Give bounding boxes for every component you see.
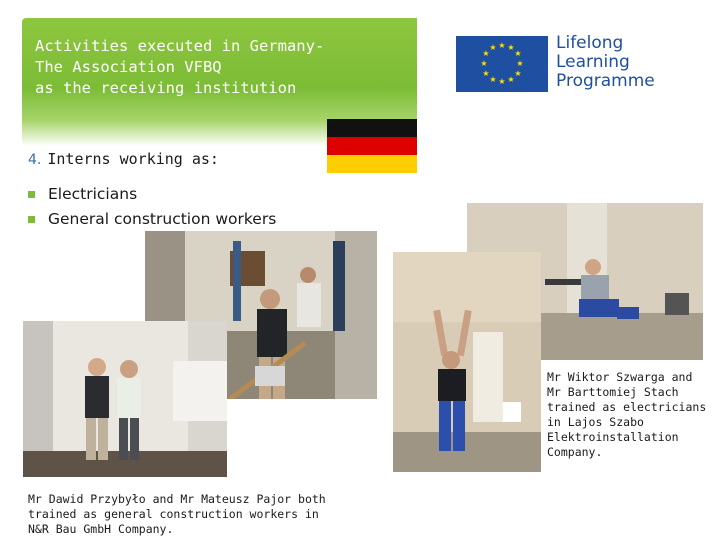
logo-line-3: Programme	[556, 71, 655, 91]
svg-text:★: ★	[489, 75, 497, 84]
svg-text:★: ★	[482, 69, 490, 78]
bullet-item	[28, 182, 276, 207]
bullet-text: Electricians	[48, 185, 138, 203]
german-flag-icon	[327, 119, 417, 173]
bullet-square-icon	[28, 216, 35, 223]
slide-title: Activities executed in Germany- The Association VFBQ as the receiving institution	[35, 37, 325, 97]
logo-line-1: Lifelong	[556, 33, 624, 53]
caption-construction-workers: Mr Dawid Przybyło and Mr Mateusz Pajor both trained as general construction workers in N&R Bau GmbH Company.	[28, 492, 326, 536]
lifelong-learning-logo	[456, 34, 668, 94]
svg-text:★: ★	[498, 41, 506, 50]
svg-text:★: ★	[514, 49, 522, 58]
flag-stripe-gold	[327, 155, 417, 173]
svg-text:★: ★	[480, 59, 488, 68]
bullet-item	[28, 207, 276, 232]
svg-text:★: ★	[482, 49, 490, 58]
flag-stripe-red	[327, 137, 417, 155]
logo-text	[556, 34, 676, 91]
svg-text:★: ★	[507, 75, 515, 84]
logo-line-2: Learning	[556, 52, 630, 72]
section-heading-text: Interns working as:	[47, 150, 219, 168]
bullet-list	[28, 182, 276, 232]
svg-text:★: ★	[516, 59, 524, 68]
svg-text:★: ★	[489, 43, 497, 52]
svg-text:★: ★	[514, 69, 522, 78]
svg-text:★: ★	[498, 77, 506, 86]
section-heading	[28, 150, 219, 168]
caption-electricians: Mr Wiktor Szwarga and Mr Barttomiej Stach trained as electricians in Lajos Szabo Elektroinstallation Company.	[547, 370, 707, 459]
eu-flag-icon	[456, 36, 548, 92]
section-number: 4.	[28, 152, 42, 168]
flag-stripe-black	[327, 119, 417, 137]
photo-interns-white-room	[23, 321, 227, 477]
photo-electrician-ceiling	[393, 252, 541, 472]
bullet-square-icon	[28, 191, 35, 198]
bullet-text: General construction workers	[48, 210, 277, 228]
svg-text:★: ★	[507, 43, 515, 52]
